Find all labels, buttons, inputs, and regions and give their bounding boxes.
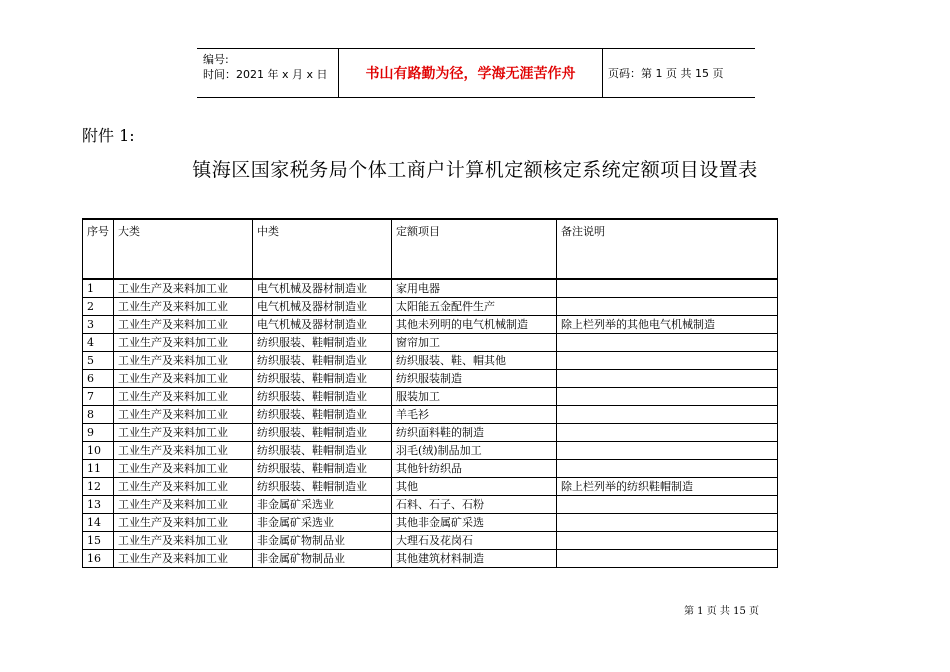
cell-item: 大理石及花岗石 — [392, 532, 557, 550]
cell-seq: 8 — [83, 406, 114, 424]
header-page-label: 页码：第 1 页 共 15 页 — [608, 67, 724, 80]
cell-remark — [557, 298, 778, 316]
table-row — [83, 352, 778, 370]
cell-subcategory: 非金属矿物制品业 — [253, 532, 392, 550]
cell-category: 工业生产及来料加工业 — [114, 442, 253, 460]
cell-category: 工业生产及来料加工业 — [114, 334, 253, 352]
cell-category: 工业生产及来料加工业 — [114, 370, 253, 388]
cell-category: 工业生产及来料加工业 — [114, 352, 253, 370]
cell-remark — [557, 532, 778, 550]
cell-subcategory: 电气机械及器材制造业 — [253, 279, 392, 298]
cell-item: 家用电器 — [392, 279, 557, 298]
attachment-label: 附件 1: — [82, 126, 135, 145]
cell-item: 纺织面料鞋的制造 — [392, 424, 557, 442]
cell-seq: 11 — [83, 460, 114, 478]
cell-subcategory: 纺织服装、鞋帽制造业 — [253, 388, 392, 406]
cell-category: 工业生产及来料加工业 — [114, 406, 253, 424]
cell-seq: 14 — [83, 514, 114, 532]
cell-remark — [557, 424, 778, 442]
table-row — [83, 298, 778, 316]
table-row — [83, 388, 778, 406]
col-header-subcategory: 中类 — [253, 219, 392, 279]
cell-item: 其他针纺织品 — [392, 460, 557, 478]
cell-category: 工业生产及来料加工业 — [114, 550, 253, 568]
table-row — [83, 424, 778, 442]
cell-item: 纺织服装、鞋、帽其他 — [392, 352, 557, 370]
table-row — [83, 406, 778, 424]
cell-seq: 5 — [83, 352, 114, 370]
cell-seq: 13 — [83, 496, 114, 514]
page-title: 镇海区国家税务局个体工商户计算机定额核定系统定额项目设置表 — [192, 159, 758, 181]
cell-seq: 9 — [83, 424, 114, 442]
cell-subcategory: 非金属矿采选业 — [253, 496, 392, 514]
cell-category: 工业生产及来料加工业 — [114, 298, 253, 316]
cell-category: 工业生产及来料加工业 — [114, 388, 253, 406]
header-left — [203, 52, 328, 82]
cell-subcategory: 电气机械及器材制造业 — [253, 298, 392, 316]
cell-category: 工业生产及来料加工业 — [114, 532, 253, 550]
quota-table — [82, 218, 778, 568]
cell-seq: 10 — [83, 442, 114, 460]
cell-seq: 12 — [83, 478, 114, 496]
cell-remark — [557, 352, 778, 370]
cell-category: 工业生产及来料加工业 — [114, 496, 253, 514]
cell-category: 工业生产及来料加工业 — [114, 460, 253, 478]
number-label: 编号: — [203, 53, 229, 66]
cell-category: 工业生产及来料加工业 — [114, 316, 253, 334]
cell-item: 其他未列明的电气机械制造 — [392, 316, 557, 334]
cell-remark — [557, 550, 778, 568]
table-row — [83, 370, 778, 388]
cell-seq: 16 — [83, 550, 114, 568]
cell-subcategory: 纺织服装、鞋帽制造业 — [253, 370, 392, 388]
cell-item: 太阳能五金配件生产 — [392, 298, 557, 316]
cell-remark — [557, 334, 778, 352]
col-header-seq: 序号 — [83, 219, 114, 279]
col-header-remark: 备注说明 — [557, 219, 778, 279]
cell-seq: 15 — [83, 532, 114, 550]
cell-remark — [557, 442, 778, 460]
cell-category: 工业生产及来料加工业 — [114, 514, 253, 532]
cell-item: 羊毛衫 — [392, 406, 557, 424]
cell-item: 羽毛(绒)制品加工 — [392, 442, 557, 460]
cell-item: 服装加工 — [392, 388, 557, 406]
table-row — [83, 316, 778, 334]
time-label: 时间：2021 年 x 月 x 日 — [203, 68, 328, 81]
page-header — [197, 48, 755, 98]
cell-remark: 除上栏列举的纺织鞋帽制造 — [557, 478, 778, 496]
col-header-category: 大类 — [114, 219, 253, 279]
cell-seq: 3 — [83, 316, 114, 334]
cell-remark — [557, 388, 778, 406]
table-row — [83, 514, 778, 532]
cell-subcategory: 纺织服装、鞋帽制造业 — [253, 352, 392, 370]
table-body — [83, 279, 778, 568]
cell-category: 工业生产及来料加工业 — [114, 279, 253, 298]
table-row — [83, 442, 778, 460]
cell-category: 工业生产及来料加工业 — [114, 424, 253, 442]
cell-item: 其他非金属矿采选 — [392, 514, 557, 532]
cell-seq: 1 — [83, 279, 114, 298]
cell-item: 窗帘加工 — [392, 334, 557, 352]
cell-subcategory: 纺织服装、鞋帽制造业 — [253, 406, 392, 424]
header-slogan: 书山有路勤为径，学海无涯苦作舟 — [338, 49, 603, 97]
table-row — [83, 478, 778, 496]
cell-item: 其他建筑材料制造 — [392, 550, 557, 568]
table-row — [83, 550, 778, 568]
table-row — [83, 460, 778, 478]
cell-subcategory: 电气机械及器材制造业 — [253, 316, 392, 334]
cell-subcategory: 非金属矿采选业 — [253, 514, 392, 532]
table-row — [83, 334, 778, 352]
cell-remark — [557, 279, 778, 298]
cell-item: 石料、石子、石粉 — [392, 496, 557, 514]
cell-seq: 4 — [83, 334, 114, 352]
cell-subcategory: 纺织服装、鞋帽制造业 — [253, 334, 392, 352]
cell-remark — [557, 514, 778, 532]
cell-remark: 除上栏列举的其他电气机械制造 — [557, 316, 778, 334]
table-row — [83, 279, 778, 298]
cell-subcategory: 纺织服装、鞋帽制造业 — [253, 424, 392, 442]
cell-item: 其他 — [392, 478, 557, 496]
table-row — [83, 532, 778, 550]
cell-item: 纺织服装制造 — [392, 370, 557, 388]
cell-seq: 6 — [83, 370, 114, 388]
cell-subcategory: 纺织服装、鞋帽制造业 — [253, 478, 392, 496]
cell-remark — [557, 370, 778, 388]
cell-subcategory: 纺织服装、鞋帽制造业 — [253, 460, 392, 478]
cell-remark — [557, 406, 778, 424]
table-header-row — [83, 219, 778, 279]
col-header-item: 定额项目 — [392, 219, 557, 279]
table-row — [83, 496, 778, 514]
cell-category: 工业生产及来料加工业 — [114, 478, 253, 496]
cell-remark — [557, 460, 778, 478]
cell-seq: 2 — [83, 298, 114, 316]
cell-remark — [557, 496, 778, 514]
cell-seq: 7 — [83, 388, 114, 406]
cell-subcategory: 纺织服装、鞋帽制造业 — [253, 442, 392, 460]
cell-subcategory: 非金属矿物制品业 — [253, 550, 392, 568]
page-footer: 第 1 页 共 15 页 — [684, 606, 759, 617]
